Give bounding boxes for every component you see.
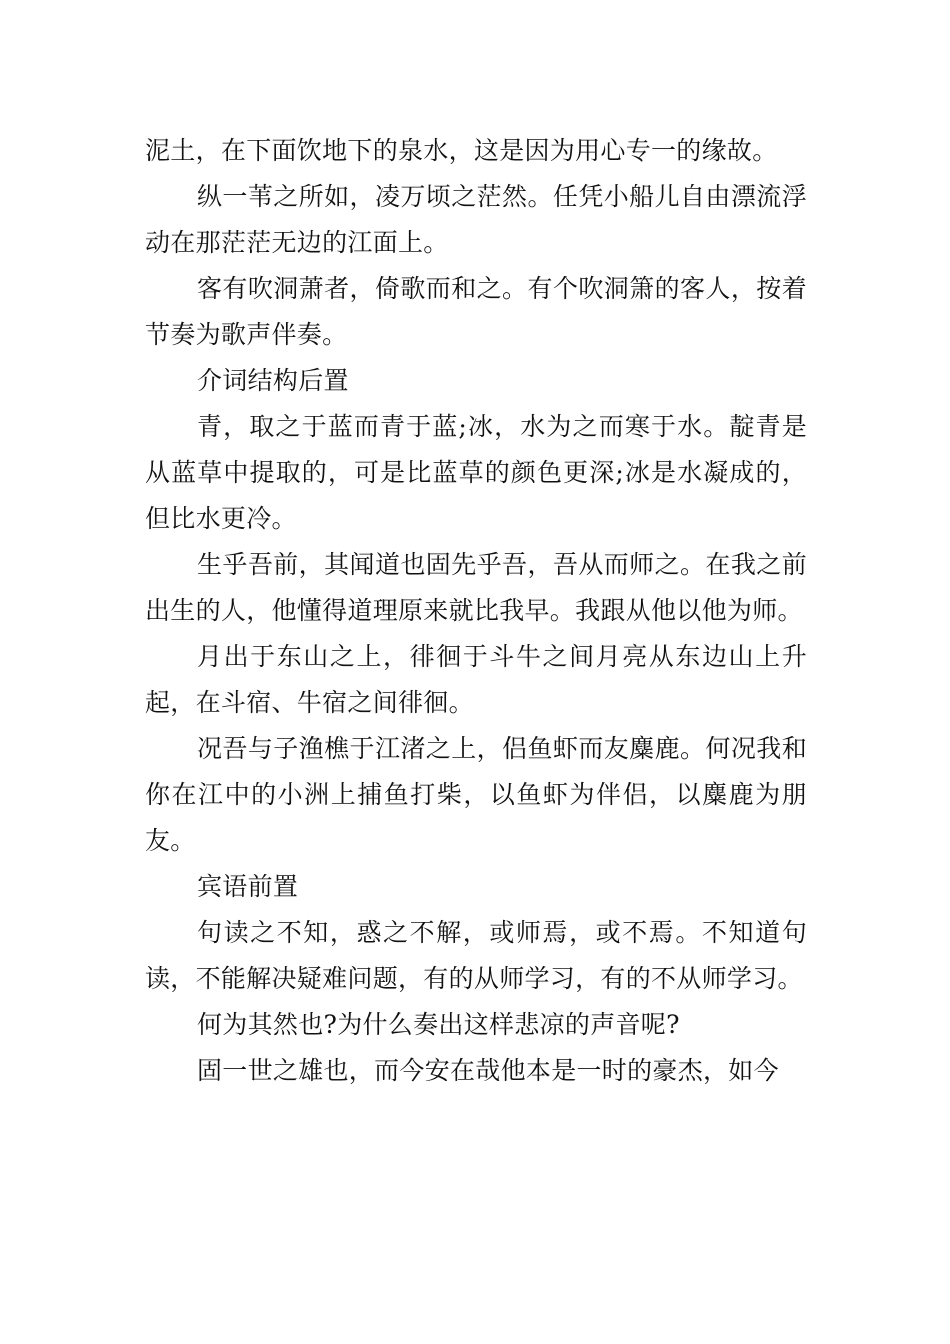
document-body xyxy=(145,128,807,1094)
section-heading: 宾语前置 xyxy=(197,872,299,901)
paragraph: 纵一苇之所如，凌万顷之茫然。任凭小船儿自由漂流浮动在那茫茫无边的江面上。 xyxy=(145,182,807,257)
paragraph-continuation: 泥土，在下面饮地下的泉水，这是因为用心专一的缘故。 xyxy=(145,136,778,165)
paragraph: 月出于东山之上，徘徊于斗牛之间月亮从东边山上升起，在斗宿、牛宿之间徘徊。 xyxy=(145,642,807,717)
paragraph: 况吾与子渔樵于江渚之上，侣鱼虾而友麋鹿。何况我和你在江中的小洲上捕鱼打柴，以鱼虾为伴侣，以麋鹿为朋友。 xyxy=(145,734,807,855)
paragraph: 何为其然也?为什么奏出这样悲凉的声音呢? xyxy=(197,1010,680,1039)
section-heading: 介词结构后置 xyxy=(197,366,349,395)
paragraph: 固一世之雄也，而今安在哉他本是一时的豪杰，如今 xyxy=(197,1056,779,1085)
paragraph: 生乎吾前，其闻道也固先乎吾，吾从而师之。在我之前出生的人，他懂得道理原来就比我早。我跟从他以他为师。 xyxy=(145,550,807,625)
paragraph: 客有吹洞萧者，倚歌而和之。有个吹洞箫的客人，按着节奏为歌声伴奏。 xyxy=(145,274,807,349)
paragraph: 句读之不知，惑之不解，或师焉，或不焉。不知道句读，不能解决疑难问题，有的从师学习，有的不从师学习。 xyxy=(145,918,807,993)
paragraph: 青，取之于蓝而青于蓝;冰，水为之而寒于水。靛青是从蓝草中提取的，可是比蓝草的颜色更深;冰是水凝成的，但比水更冷。 xyxy=(145,412,807,533)
